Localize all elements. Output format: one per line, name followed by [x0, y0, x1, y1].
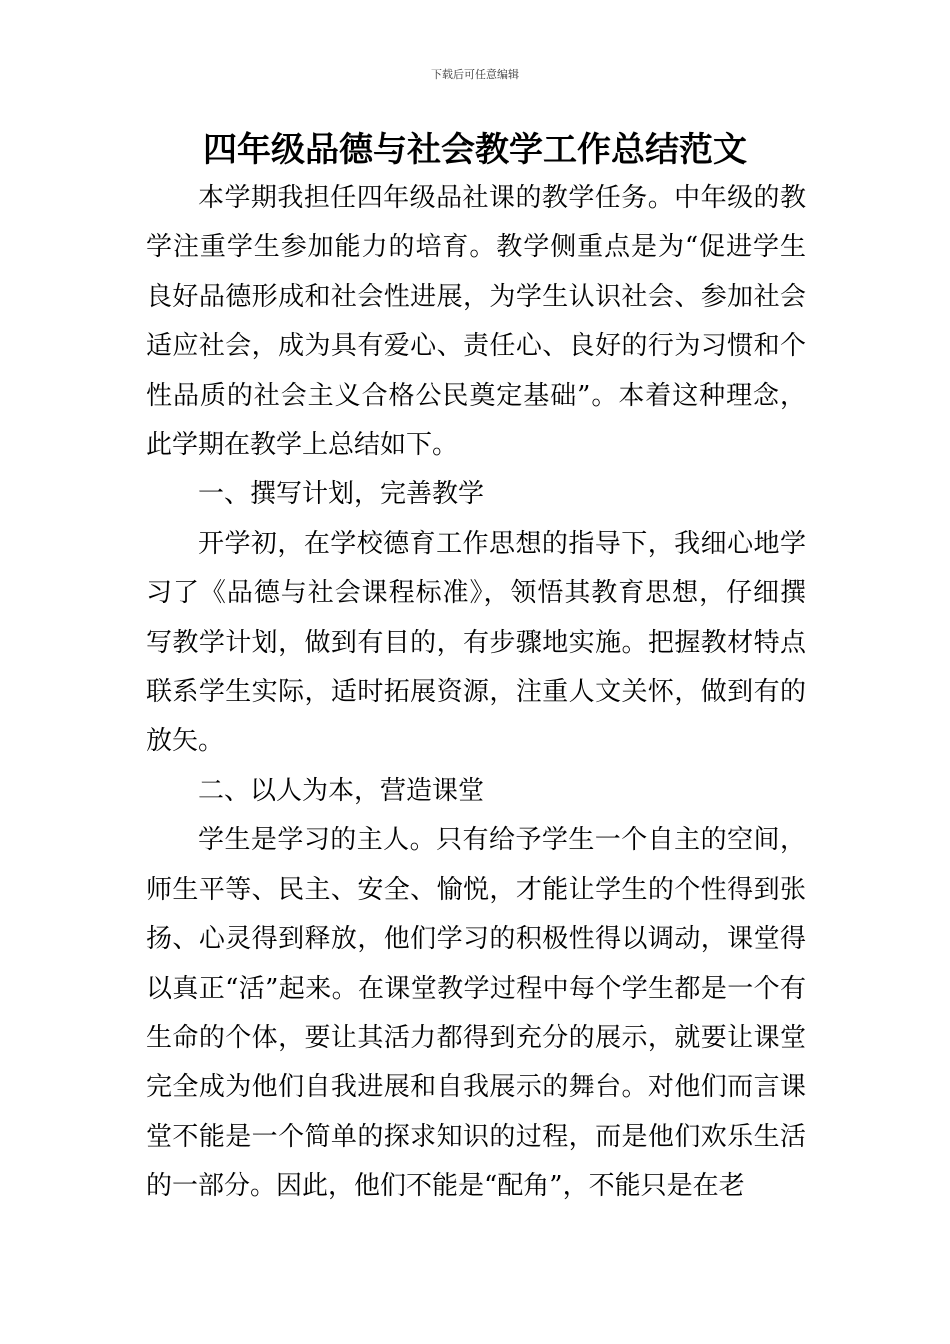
section-heading-1: 一、撰写计划，完善教学 [198, 479, 485, 510]
document-body [146, 174, 806, 1212]
paragraph-section-1: 开学初，在学校德育工作思想的指导下，我细心地学习了《品德与社会课程标准》，领悟其教育思想，仔细撰写教学计划，做到有目的，有步骤地实施。把握教材特点联系学生实际，适时拓展资源，注重人文关怀，做到有的放矢。 [146, 528, 806, 757]
header-note: 下载后可任意编辑 [431, 68, 519, 81]
document-title: 四年级品德与社会教学工作总结范文 [203, 130, 747, 170]
paragraph-intro: 本学期我担任四年级品社课的教学任务。中年级的教学注重学生参加能力的培育。教学侧重点是为“促进学生良好品德形成和社会性进展，为学生认识社会、参加社会适应社会，成为具有爱心、责任心、良好的行为习惯和个性品质的社会主义合格公民奠定基础”。本着这种理念，此学期在教学上总结如下。 [146, 183, 806, 461]
section-heading-2: 二、以人为本，营造课堂 [198, 775, 485, 806]
paragraph-section-2: 学生是学习的主人。只有给予学生一个自主的空间，师生平等、民主、安全、愉悦，才能让学生的个性得到张扬、心灵得到释放，他们学习的积极性得以调动，课堂得以真正“活”起来。在课堂教学过程中每个学生都是一个有生命的个体，要让其活力都得到充分的展示，就要让课堂完全成为他们自我进展和自我展示的舞台。对他们而言课堂不能是一个简单的探求知识的过程，而是他们欢乐生活的一部分。因此，他们不能是“配角”，不能只是在老 [146, 825, 806, 1202]
